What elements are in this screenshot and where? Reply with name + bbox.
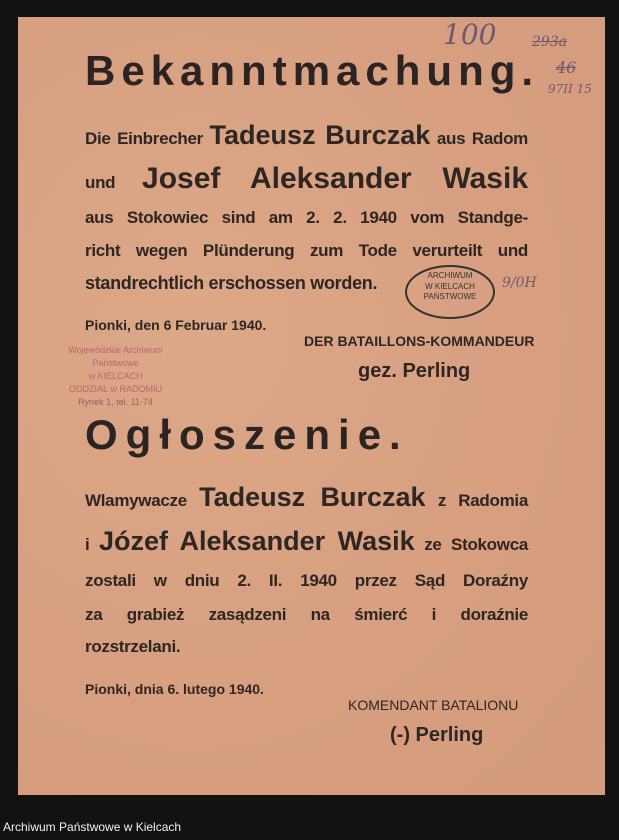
archive-oval-stamp: ARCHIWUM W KIELCACH PAŃSTWOWE [405, 265, 495, 319]
german-line-5: standrechtlich erschossen worden. [85, 273, 378, 293]
german-date: Pionki, den 6 Februar 1940. [85, 317, 267, 333]
german-line-2: und Josef Aleksander Wasik [85, 162, 528, 195]
german-commander-title: DER BATAILLONS-KOMMANDEUR [304, 333, 535, 349]
polish-signature: (-) Perling [390, 724, 484, 746]
polish-date: Pionki, dnia 6. lutego 1940. [85, 681, 264, 697]
polish-title: Ogłoszenie. [85, 411, 409, 458]
german-line-3: aus Stokowiec sind am 2. 2. 1940 vom Standge- [85, 208, 528, 227]
polish-line-3: zostali w dniu 2. II. 1940 przez Sąd Doraźny [85, 571, 528, 590]
archive-footer: Archiwum Państwowe w Kielcach [3, 820, 182, 834]
polish-commander-title: KOMENDANT BATALIONU [348, 697, 519, 713]
handwritten-ref-3: 97II 15 [548, 82, 592, 96]
polish-line-2: i Józef Aleksander Wasik ze Stokowca [85, 526, 529, 556]
german-title: Bekanntmachung. [85, 47, 540, 94]
polish-line-5: rozstrzelani. [85, 637, 181, 656]
polish-line-4: za grabież zasądzeni na śmierć i doraźnie [85, 605, 528, 624]
german-line-1: Die Einbrecher Tadeusz Burczak aus Radom [85, 120, 528, 150]
handwritten-ref-2: 46 [556, 58, 577, 77]
handwritten-ref-1: 293a [532, 34, 568, 50]
archive-red-stamp: Wojewódzkie Archiwum Państwowe w KIELCACH ODDZIAŁ w RADOMIU Rynek 1, tel. 11-74 [68, 345, 163, 407]
german-line-4: richt wegen Plünderung zum Tode verurteilt und [85, 241, 528, 260]
handwritten-number: 100 [443, 18, 497, 51]
german-signature: gez. Perling [358, 360, 471, 382]
polish-line-1: Wlamywacze Tadeusz Burczak z Radomia [85, 482, 528, 512]
handwritten-ref-4: 9/0H [502, 275, 537, 291]
